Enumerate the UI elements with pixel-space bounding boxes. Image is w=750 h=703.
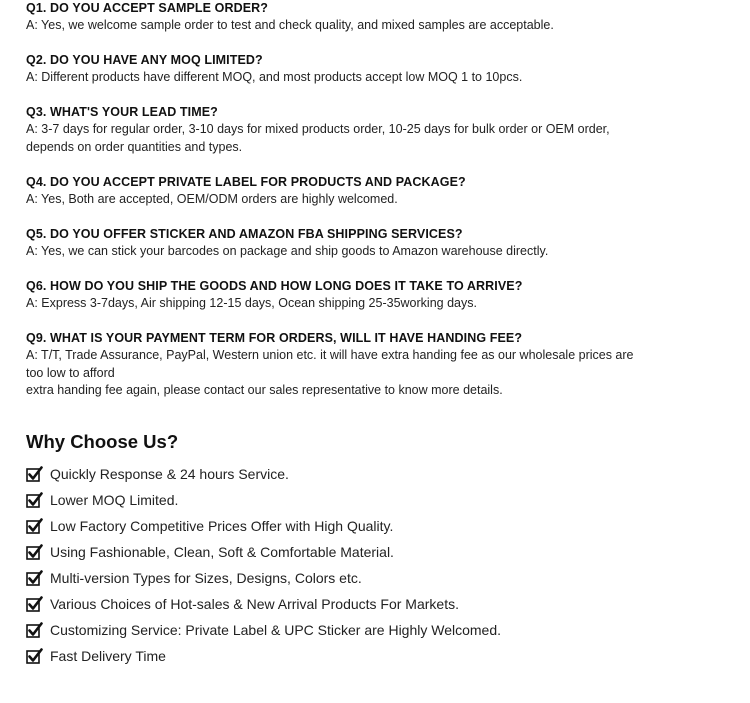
faq-answer-line: A: Yes, we welcome sample order to test and check quality, and mixed samples are acceptable.: [26, 18, 554, 32]
list-item-text: Lower MOQ Limited.: [50, 492, 179, 508]
faq-answer-line: A: Different products have different MOQ, and most products accept low MOQ 1 to 10pcs.: [26, 70, 523, 84]
faq-answer: [26, 347, 646, 400]
list-item-text: Various Choices of Hot-sales & New Arrival Products For Markets.: [50, 596, 459, 612]
faq-item-q5: [26, 226, 646, 261]
check-icon: [26, 570, 43, 587]
faq-question: Q6. HOW DO YOU SHIP THE GOODS AND HOW LONG DOES IT TAKE TO ARRIVE?: [26, 279, 523, 293]
faq-question: Q2. DO YOU HAVE ANY MOQ LIMITED?: [26, 53, 263, 67]
list-item: [26, 539, 501, 565]
faq-answer-line: A: T/T, Trade Assurance, PayPal, Western union etc. it will have extra handing fee as our wholesale prices are: [26, 348, 634, 362]
faq-item-q1: [26, 0, 646, 35]
list-item-text: Using Fashionable, Clean, Soft & Comfortable Material.: [50, 544, 394, 560]
check-icon: [26, 596, 43, 613]
list-item: [26, 461, 501, 487]
faq-question: Q9. WHAT IS YOUR PAYMENT TERM FOR ORDERS, WILL IT HAVE HANDING FEE?: [26, 331, 523, 345]
faq-item-q9: [26, 330, 646, 400]
faq-answer: [26, 121, 646, 156]
faq-question: Q5. DO YOU OFFER STICKER AND AMAZON FBA SHIPPING SERVICES?: [26, 227, 463, 241]
check-icon: [26, 518, 43, 535]
faq-answer: [26, 17, 646, 35]
faq-item-q3: [26, 104, 646, 156]
check-icon: [26, 492, 43, 509]
list-item: [26, 643, 501, 669]
faq-answer: [26, 295, 646, 313]
list-item-text: Multi-version Types for Sizes, Designs, Colors etc.: [50, 570, 362, 586]
list-item: [26, 487, 501, 513]
faq-answer: [26, 191, 646, 209]
faq-question: Q3. WHAT'S YOUR LEAD TIME?: [26, 105, 218, 119]
faq-answer: [26, 243, 646, 261]
why-choose-title: Why Choose Us?: [26, 431, 179, 452]
faq-answer-line: A: 3-7 days for regular order, 3-10 days for mixed products order, 10-25 days for bulk order or OEM order,: [26, 122, 610, 136]
list-item: [26, 513, 501, 539]
list-item-text: Customizing Service: Private Label & UPC Sticker are Highly Welcomed.: [50, 622, 502, 638]
faq-answer-line: extra handing fee again, please contact our sales representative to know more details.: [26, 383, 503, 397]
faq-answer-line: depends on order quantities and types.: [26, 139, 243, 154]
faq-answer-line: A: Yes, Both are accepted, OEM/ODM orders are highly welcomed.: [26, 192, 398, 206]
faq-answer-line: too low to afford: [26, 365, 115, 380]
list-item-text: Low Factory Competitive Prices Offer with High Quality.: [50, 518, 394, 534]
faq-item-q4: [26, 174, 646, 209]
list-item: [26, 617, 501, 643]
why-choose-list: [26, 461, 501, 669]
faq-answer-line: A: Express 3-7days, Air shipping 12-15 days, Ocean shipping 25-35working days.: [26, 296, 477, 310]
faq-item-q6: [26, 278, 646, 313]
check-icon: [26, 544, 43, 561]
check-icon: [26, 648, 43, 665]
list-item-text: Quickly Response & 24 hours Service.: [50, 466, 289, 482]
faq-question: Q4. DO YOU ACCEPT PRIVATE LABEL FOR PRODUCTS AND PACKAGE?: [26, 175, 466, 189]
check-icon: [26, 622, 43, 639]
faq-answer: [26, 69, 646, 87]
list-item-text: Fast Delivery Time: [50, 648, 166, 664]
check-icon: [26, 466, 43, 483]
faq-question: Q1. DO YOU ACCEPT SAMPLE ORDER?: [26, 1, 269, 15]
list-item: [26, 565, 501, 591]
faq-item-q2: [26, 52, 646, 87]
list-item: [26, 591, 501, 617]
faq-answer-line: A: Yes, we can stick your barcodes on package and ship goods to Amazon warehouse directly.: [26, 244, 549, 258]
